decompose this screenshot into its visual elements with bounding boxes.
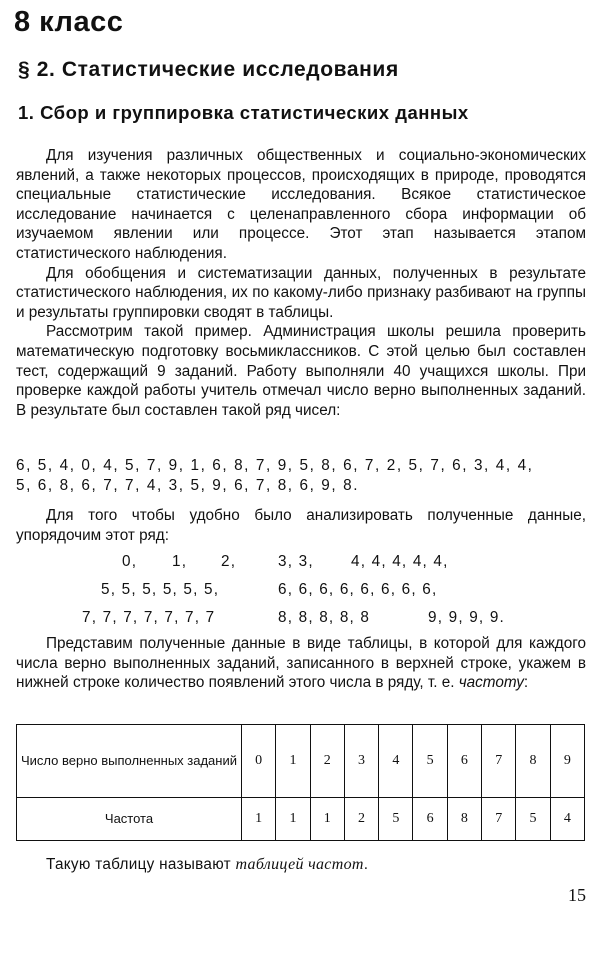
- subsection-title: 1. Сбор и группировка статистических данных: [18, 102, 469, 123]
- value-cell: 7: [482, 725, 516, 798]
- value-cell: 4: [379, 725, 413, 798]
- ordered-row-2: [0, 576, 600, 604]
- ordered-group-6: 6, 6, 6, 6, 6, 6, 6, 6,: [278, 581, 438, 598]
- table-caption: [46, 856, 368, 874]
- frequency-table: [16, 724, 585, 841]
- value-cell: 2: [310, 725, 344, 798]
- ordered-group-0: 0,: [122, 553, 138, 570]
- frequency-header-cell: Частота: [17, 798, 242, 841]
- ordered-series: [0, 548, 600, 632]
- ordered-group-3: 3, 3,: [278, 553, 314, 570]
- paragraph-intro: Для изучения различных общественных и социально-экономических явлений, а также некоторых процессов, происходящих в природе, проводятся специальные статистические исследования. Всякое статистическое исследование начинается с целенаправленного сбора информации об изучаемом явлении или процессе. Этот этап называется этапом статистического наблюдения.: [16, 147, 586, 262]
- table-intro-end: :: [523, 674, 529, 692]
- frequency-cell: 5: [379, 798, 413, 841]
- frequency-term: частоту: [458, 674, 524, 692]
- ordered-group-4: 4, 4, 4, 4, 4,: [351, 553, 449, 570]
- frequency-table-values-row: [17, 725, 585, 798]
- frequency-cell: 2: [344, 798, 378, 841]
- value-cell: 9: [550, 725, 584, 798]
- frequency-cell: 1: [276, 798, 310, 841]
- class-title: 8 класс: [14, 6, 124, 38]
- ordered-group-7: 7, 7, 7, 7, 7, 7, 7: [82, 609, 216, 626]
- value-cell: 3: [344, 725, 378, 798]
- value-cell: 5: [413, 725, 447, 798]
- raw-series-line-2: 5, 6, 8, 6, 7, 7, 4, 3, 5, 9, 6, 7, 8, 6, 9, 8.: [16, 477, 360, 494]
- paragraph-example: Рассмотрим такой пример. Администрация школы решила проверить математическую подготовку восьмиклассников. С этой целью был составлен тест, содержащий 9 заданий. Работу выполняли 40 учащихся школы. При проверке каждой работы учитель отмечал число верно выполненных заданий. В результате был составлен такой ряд чисел:: [16, 323, 586, 419]
- ordered-group-8: 8, 8, 8, 8, 8: [278, 609, 371, 626]
- ordered-group-2: 2,: [221, 553, 237, 570]
- raw-series-line-1: 6, 5, 4, 0, 4, 5, 7, 9, 1, 6, 8, 7, 9, 5, 8, 6, 7, 2, 5, 7, 6, 3, 4, 4,: [16, 457, 534, 474]
- table-intro-text-block: [16, 634, 586, 693]
- ordered-row-1: [0, 548, 600, 576]
- table-intro-text: Представим полученные данные в виде таблицы, в которой для каждого числа верно выполненных заданий, записанного в верхней строке, укажем в нижней строке количество появлений этого числа в ряду, т. е.: [16, 635, 586, 692]
- frequency-cell: 1: [242, 798, 276, 841]
- paragraph-table-intro: [16, 634, 586, 693]
- caption-end: .: [363, 856, 369, 873]
- caption-term: таблицей частот: [235, 856, 364, 873]
- value-cell: 6: [447, 725, 481, 798]
- caption-text: Такую таблицу называют: [46, 856, 236, 873]
- paragraph-ordering: Для того чтобы удобно было анализировать полученные данные, упорядочим этот ряд:: [16, 507, 586, 544]
- page-number: 15: [568, 885, 586, 905]
- value-cell: 0: [242, 725, 276, 798]
- ordered-row-3: [0, 604, 600, 632]
- intro-text-block: [16, 146, 586, 420]
- section-title: § 2. Статистические исследования: [18, 58, 399, 81]
- frequency-cell: 5: [516, 798, 550, 841]
- ordered-group-9: 9, 9, 9, 9.: [428, 609, 505, 626]
- values-header-cell: Число верно выполненных заданий: [17, 725, 242, 798]
- frequency-cell: 8: [447, 798, 481, 841]
- frequency-cell: 7: [482, 798, 516, 841]
- paragraph-grouping: Для обобщения и систематизации данных, полученных в результате статистического наблюдения, их по какому-либо признаку разбивают на группы и результаты группировки сводят в таблицы.: [16, 264, 586, 321]
- value-cell: 8: [516, 725, 550, 798]
- frequency-cell: 1: [310, 798, 344, 841]
- frequency-table-freq-row: [17, 798, 585, 841]
- ordering-text-block: [16, 506, 586, 545]
- frequency-cell: 4: [550, 798, 584, 841]
- frequency-cell: 6: [413, 798, 447, 841]
- ordered-group-1: 1,: [172, 553, 188, 570]
- ordered-group-5: 5, 5, 5, 5, 5, 5,: [101, 581, 220, 598]
- value-cell: 1: [276, 725, 310, 798]
